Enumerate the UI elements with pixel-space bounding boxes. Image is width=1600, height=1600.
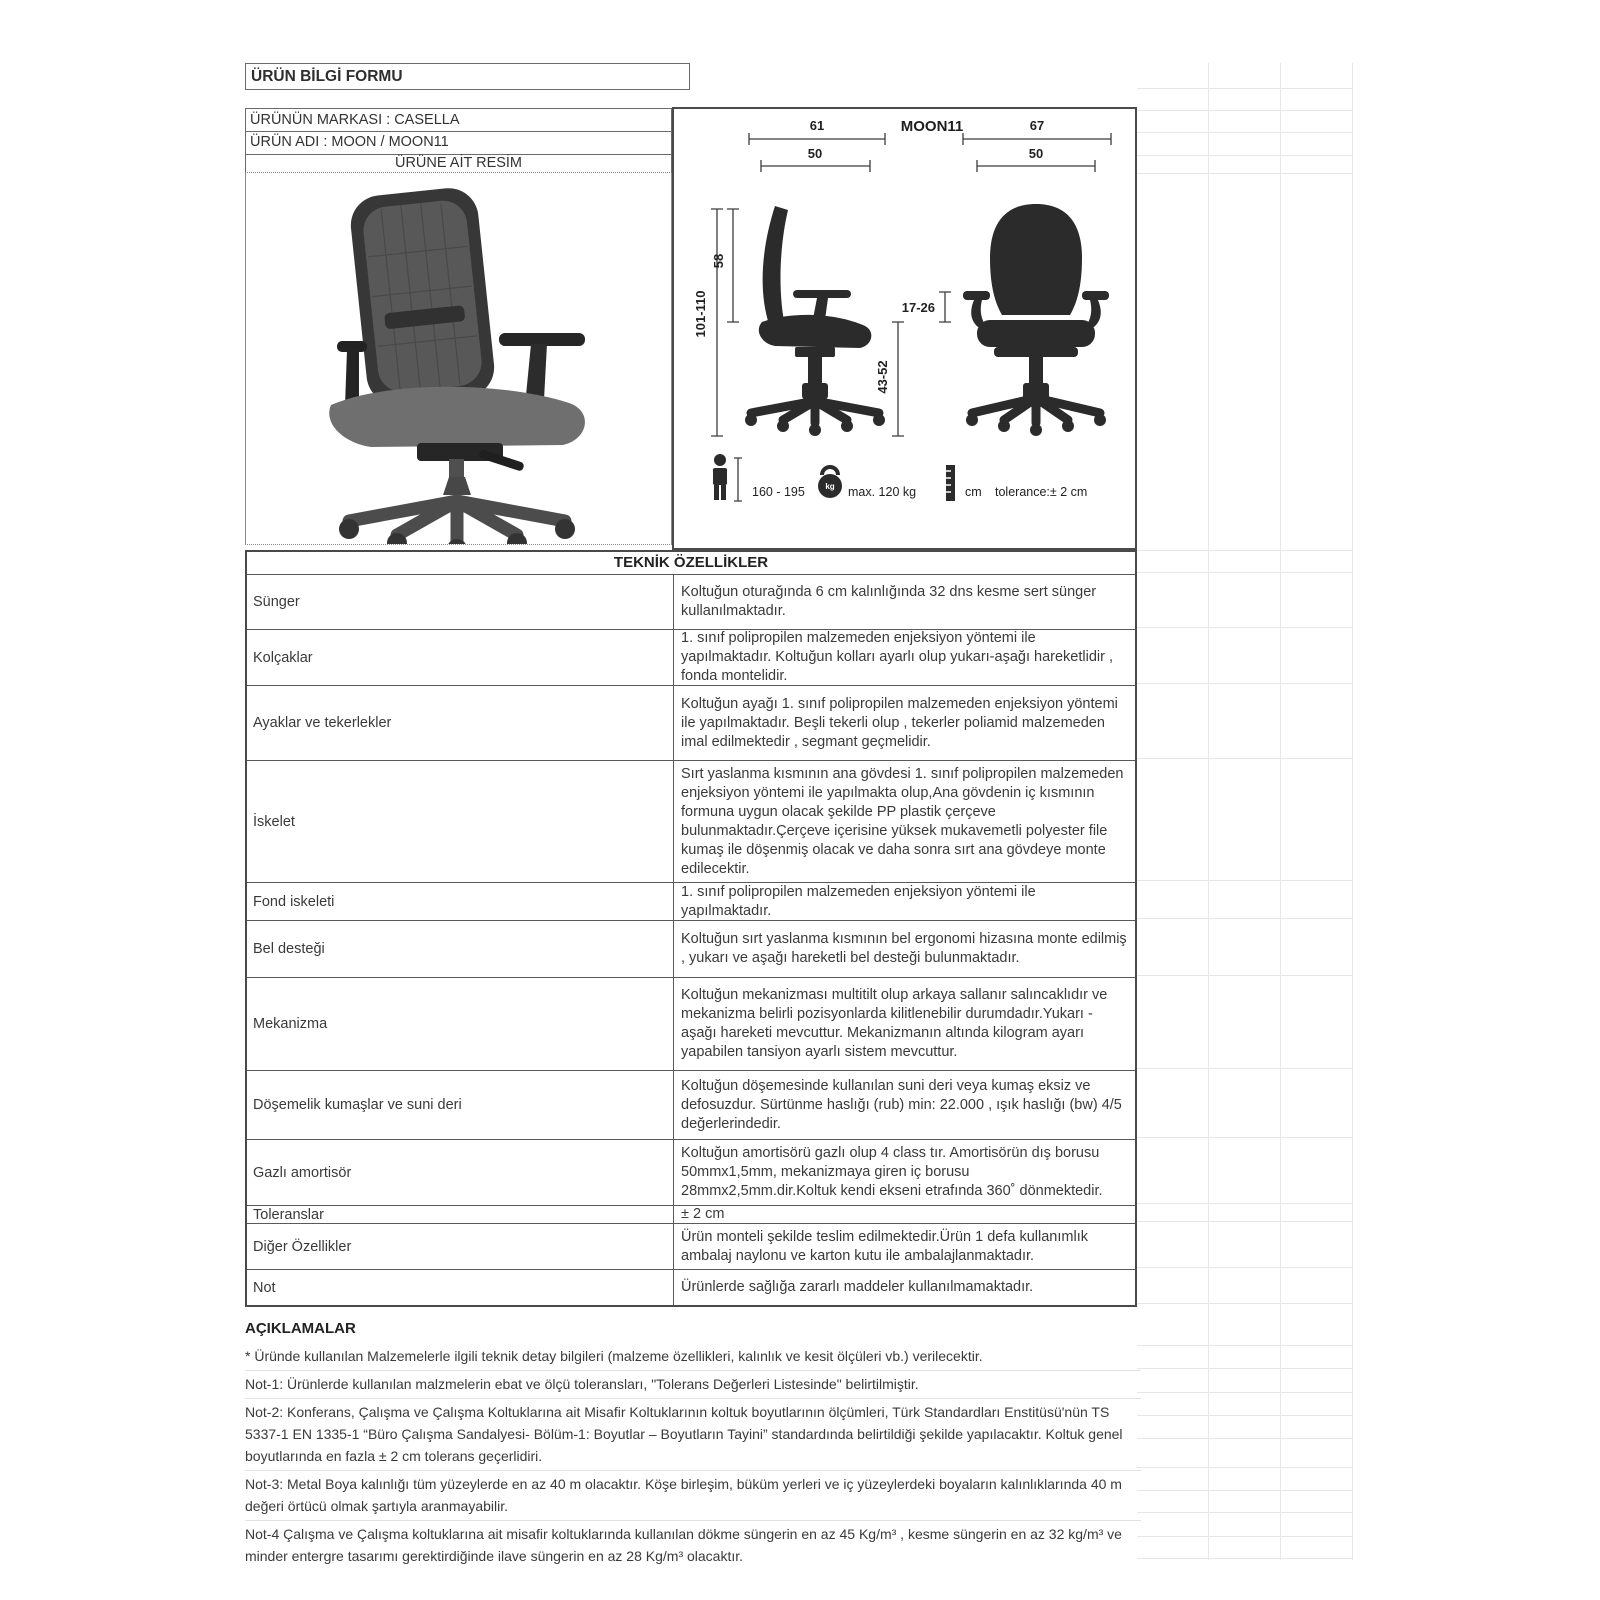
spec-label: Diğer Özellikler xyxy=(247,1224,674,1269)
grid-line xyxy=(1137,1467,1353,1468)
note-item: Not-3: Metal Boya kalınlığı tüm yüzeylerde en az 40 m olacaktır. Köşe birleşim, büküm yerleri ve iç yüzeylerdeki boyaların kalınlıklarında 40 m değeri örtücü olmak şartıyla aranmayabilir. xyxy=(245,1471,1141,1521)
height-ruler-icon xyxy=(734,458,742,501)
table-row xyxy=(247,629,1135,685)
dim-seat-height: 43-52 xyxy=(875,360,890,394)
spec-desc: Koltuğun mekanizması multitilt olup arkaya sallanır salıncaklıdır ve mekanizma belirli pozisyonlarda kilitlenebilir durumdadır.Yukarı - aşağı hareketi mevcuttur. Mekanizmanın altında kilogram ayarı yapabilen tansiyon ayarlı sistem mevcuttur. xyxy=(681,987,1108,1060)
spec-desc: Koltuğun ayağı 1. sınıf polipropilen malzemeden enjeksiyon yöntemi ile yapılmaktadır. Beşli tekerli olup , tekerler poliamid malzemeden imal edilmektedir , segmant geçmelidir. xyxy=(681,695,1118,750)
grid-line xyxy=(1137,1137,1353,1138)
grid-line xyxy=(1137,1203,1353,1204)
grid-line xyxy=(1137,132,1353,133)
grid-line xyxy=(1137,683,1353,684)
dim-side-back-width: 61 xyxy=(809,118,825,133)
grid-line xyxy=(1137,1558,1353,1559)
spec-desc: Sırt yaslanma kısmının ana gövdesi 1. sınıf polipropilen malzemeden enjeksiyon yöntemi ile yapılmakta olup,Ana gövdenin iç kısmının formuna uygun olacak şekilde PP plastik çerçeve bulunmaktadır.Çerçeve içerisine yüksek mukavemetli polyester file kumaş ile döşenmiş olacak ve daha sonra sırt ana gövdeye monte edilecektir. xyxy=(681,765,1124,877)
chair-front-silhouette xyxy=(963,204,1109,436)
unit-label: cm xyxy=(965,485,982,499)
spec-label: Not xyxy=(247,1270,674,1305)
grid-line xyxy=(1137,880,1353,881)
spec-desc: Ürünlerde sağlığa zararlı maddeler kullanılmamaktadır. xyxy=(681,1279,1034,1295)
spec-label: Sünger xyxy=(247,575,674,629)
grid-line xyxy=(1137,110,1353,111)
grid-line xyxy=(1137,627,1353,628)
person-height-range: 160 - 195 xyxy=(752,485,805,499)
grid-line xyxy=(1137,758,1353,759)
table-row xyxy=(247,574,1135,629)
grid-line xyxy=(1137,155,1353,156)
product-photo-chair xyxy=(246,173,672,545)
model-name: MOON11 xyxy=(900,118,964,135)
image-caption: ÜRÜNE AİT RESİM xyxy=(245,154,672,173)
max-weight: max. 120 kg xyxy=(848,485,917,499)
dim-armrest-height: 17-26 xyxy=(901,300,935,315)
dim-front-overall-width: 67 xyxy=(1029,118,1045,133)
kg-badge: kg xyxy=(825,482,835,491)
grid-line xyxy=(1137,918,1353,919)
table-row xyxy=(247,1223,1135,1269)
table-row xyxy=(247,1070,1135,1139)
table-row xyxy=(247,1205,1135,1223)
grid-line xyxy=(1137,1512,1353,1513)
person-icon xyxy=(713,454,727,500)
table-row xyxy=(247,760,1135,882)
tolerance-label: tolerance:± 2 cm xyxy=(995,485,1088,499)
spec-desc: Koltuğun oturağında 6 cm kalınlığında 32 dns kesme sert sünger kullanılmaktadır. xyxy=(681,584,1097,619)
grid-line xyxy=(1137,975,1353,976)
spec-desc: Koltuğun sırt yaslanma kısmının bel ergonomi hizasına monte edilmiş , yukarı ve aşağı hareketli bel desteği bulunmaktadır. xyxy=(681,931,1127,966)
spec-desc: 1. sınıf polipropilen malzemeden enjeksiyon yöntemi ile yapılmaktadır. xyxy=(681,883,1036,919)
product-name-row: ÜRÜN ADI : MOON / MOON11 xyxy=(245,131,672,155)
spec-desc: Ürün monteli şekilde teslim edilmektedir.Ürün 1 defa kullanımlık ambalaj naylonu ve karton kutu ile ambalajlanmaktadır. xyxy=(681,1228,1088,1264)
spec-label: Fond iskeleti xyxy=(247,883,674,920)
spec-label: Kolçaklar xyxy=(247,630,674,685)
dim-total-height: 101-110 xyxy=(693,290,708,338)
grid-line xyxy=(1137,1490,1353,1491)
product-photo xyxy=(245,173,672,545)
spec-desc: Koltuğun döşemesinde kullanılan suni deri veya kumaş eksiz ve defosuzdur. Sürtünme haslığı (rub) min: 22.000 , ışık haslığı (bw) 4/5 değerlerindedir. xyxy=(681,1077,1122,1132)
grid-line xyxy=(1137,1267,1353,1268)
notes-heading: AÇIKLAMALAR xyxy=(245,1320,356,1337)
grid-line xyxy=(1137,1392,1353,1393)
note-item: Not-4 Çalışma ve Çalışma koltuklarına ait misafir koltuklarında kullanılan dökme süngerin en az 45 Kg/m³ , kesme süngerin en az 32 kg/m³ ve minder entergre tasarımı gerektirdiğinde ilave süngerin en az 28 Kg/m³ olacaktır. xyxy=(245,1526,1122,1564)
note-item: * Üründe kullanılan Malzemelerle ilgili teknik detay bilgileri (malzeme özellikleri, kalınlık ve kesit ölçüleri vb.) verilecektir. xyxy=(245,1343,1141,1371)
spreadsheet-grid xyxy=(1137,63,1353,1560)
note-item: Not-2: Konferans, Çalışma ve Çalışma Koltuklarına ait Misafir Koltuklarının koltuk boyutlarının ölçümleri, Türk Standardları Enstitüsü'nün TS 5337-1 EN 1335-1 “Büro Çalışma Sandalyesi- Bölüm-1: Boyutlar – Boyutların Tayini” standardında belirtildiği şekilde yapılacaktır. Koltuk genel boyutlarında en fazla ± 2 cm tolerans geçerlidiri. xyxy=(245,1399,1141,1471)
grid-line xyxy=(1137,1536,1353,1537)
spec-label: Mekanizma xyxy=(247,978,674,1070)
grid-line xyxy=(1137,1345,1353,1346)
spec-desc: ± 2 cm xyxy=(681,1206,725,1222)
note-item: Not-1: Ürünlerde kullanılan malzmelerin ebat ve ölçü toleransları, "Tolerans Değerleri Listesinde" belirtilmiştir. xyxy=(245,1371,1141,1399)
spec-label: Toleranslar xyxy=(247,1206,674,1223)
notes-section xyxy=(245,1312,1141,1570)
cm-ruler-icon xyxy=(946,465,955,501)
table-row xyxy=(247,1139,1135,1205)
spec-label: Bel desteği xyxy=(247,921,674,977)
spec-label: Ayaklar ve tekerlekler xyxy=(247,686,674,760)
spec-label: İskelet xyxy=(247,761,674,882)
grid-line xyxy=(1137,1303,1353,1304)
grid-line xyxy=(1137,1438,1353,1439)
chair-side-silhouette xyxy=(745,206,885,436)
table-row xyxy=(247,977,1135,1070)
grid-line xyxy=(1137,550,1353,551)
spec-label: Gazlı amortisör xyxy=(247,1140,674,1205)
spec-label: Döşemelik kumaşlar ve suni deri xyxy=(247,1071,674,1139)
tech-specs-header: TEKNİK ÖZELLİKLER xyxy=(613,554,769,571)
weight-icon xyxy=(818,467,842,498)
grid-line xyxy=(1137,173,1353,174)
table-row xyxy=(247,685,1135,760)
spec-desc: Koltuğun amortisörü gazlı olup 4 class tır. Amortisörün dış borusu 50mmx1,5mm, mekanizmaya giren iç borusu 28mmx2,5mm.dir.Koltuk kendi ekseni etrafında 360˚ dönmektedir. xyxy=(681,1145,1103,1199)
grid-line xyxy=(1137,88,1353,89)
grid-line xyxy=(1137,1415,1353,1416)
dimension-diagram xyxy=(672,107,1137,550)
spec-desc: 1. sınıf polipropilen malzemeden enjeksiyon yöntemi ile yapılmaktadır. Koltuğun kolları ayarlı olup yukarı-aşağı hareketlidir , fonda montelidir. xyxy=(681,630,1113,684)
grid-line xyxy=(1137,1068,1353,1069)
table-row xyxy=(247,1269,1135,1305)
dim-front-seat-width: 50 xyxy=(1028,146,1044,161)
tech-specs-table xyxy=(245,550,1137,1307)
dim-back-height: 58 xyxy=(711,253,726,269)
grid-line xyxy=(1137,572,1353,573)
page-title: ÜRÜN BİLGİ FORMU xyxy=(245,63,690,90)
table-row xyxy=(247,882,1135,920)
table-row xyxy=(247,920,1135,977)
grid-line xyxy=(1137,1368,1353,1369)
dim-side-seat-width: 50 xyxy=(807,146,823,161)
grid-line xyxy=(1137,1221,1353,1222)
diagram-legend xyxy=(713,454,1087,501)
brand-row: ÜRÜNÜN MARKASI : CASELLA xyxy=(245,108,672,132)
